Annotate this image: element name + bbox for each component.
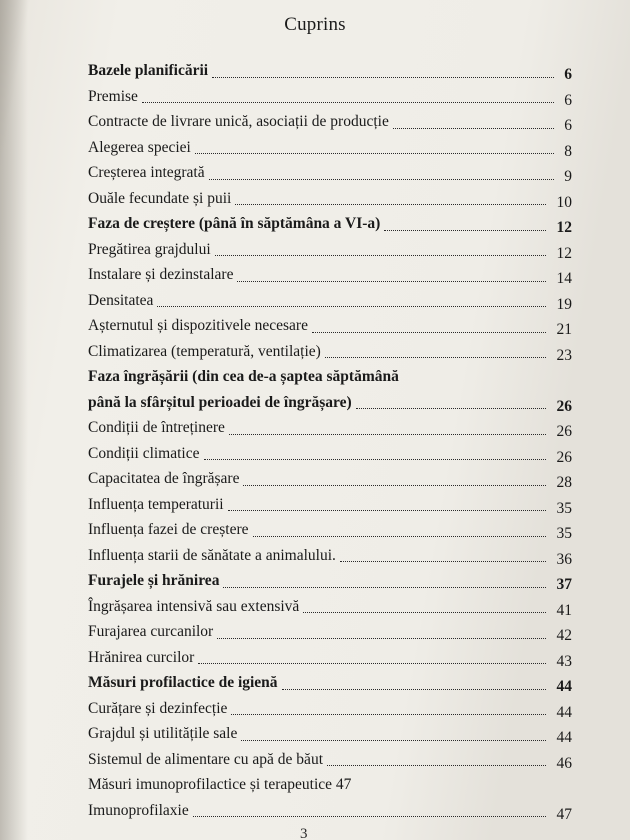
toc-entry-page: 47	[556, 805, 572, 823]
toc-entry	[88, 286, 580, 312]
toc-dot-leader	[195, 153, 554, 154]
toc-entry-title: Climatizarea (temperatură, ventilație)	[88, 342, 321, 360]
toc-dot-leader	[228, 510, 546, 511]
toc-dot-leader	[312, 332, 546, 333]
toc-entry	[88, 515, 580, 541]
toc-entry-page: 44	[556, 678, 572, 695]
toc-entry-title: Faza de creștere (până în săptămâna a VI-a)	[88, 215, 381, 232]
toc-entry-title: Condiții climatice	[88, 444, 200, 462]
toc-entry-title: Influența fazei de creștere	[88, 521, 249, 538]
toc-entry-page: 26	[556, 423, 572, 440]
toc-entry-title: Capacitatea de îngrășare	[88, 470, 240, 487]
toc-entry-title: Imunoprofilaxie	[88, 801, 189, 819]
toc-dot-leader	[209, 179, 554, 180]
toc-entry-page: 6	[564, 117, 572, 134]
toc-dot-leader	[229, 434, 546, 435]
toc-dot-leader	[243, 485, 546, 486]
toc-entry-page: 23	[556, 346, 572, 364]
toc-entry-page: 44	[556, 703, 572, 721]
toc-entry	[88, 413, 580, 439]
toc-entry-title: Pregătirea grajdului	[88, 240, 211, 258]
toc-dot-leader	[157, 306, 546, 307]
toc-dot-leader	[282, 689, 546, 690]
toc-dot-leader	[303, 612, 546, 613]
page-title: Cuprins	[284, 14, 346, 35]
toc-entry-page: 21	[556, 321, 572, 338]
toc-entry	[88, 337, 580, 363]
toc-entry	[88, 643, 580, 669]
toc-entry-page: 36	[556, 550, 572, 568]
toc-entry-page: 41	[556, 601, 572, 619]
toc-entry	[88, 260, 580, 286]
toc-entry-title: Măsuri imunoprofilactice și terapeutice 47	[88, 776, 352, 793]
toc-entry-page: 28	[556, 474, 572, 491]
toc-entry	[88, 311, 580, 337]
toc-entry-title: Bazele planificării	[88, 62, 209, 79]
toc-dot-leader	[217, 638, 546, 639]
toc-entry-title: Îngrășarea intensivă sau extensivă	[88, 597, 300, 615]
toc-entry-title: Creșterea integrată	[88, 164, 205, 181]
toc-entry-title: Influența temperaturii	[88, 495, 224, 513]
toc-entry-page: 8	[564, 142, 572, 160]
toc-entry-title: până la sfârșitul perioadei de îngrășare)	[88, 393, 352, 411]
toc-entry	[88, 107, 580, 133]
toc-dot-leader	[204, 459, 546, 460]
toc-entry-page: 35	[556, 499, 572, 517]
toc-entry-title: Ouăle fecundate și puii	[88, 189, 232, 207]
page-number: 3	[300, 826, 308, 840]
toc-entry-page: 6	[564, 91, 572, 109]
toc-entry	[88, 541, 580, 567]
toc-dot-leader	[215, 255, 546, 256]
toc-dot-leader	[231, 714, 546, 715]
toc-dot-leader	[235, 204, 546, 205]
toc-entry-title: Densitatea	[88, 291, 154, 309]
toc-entry-page: 35	[556, 525, 572, 542]
toc-entry	[88, 362, 580, 388]
toc-entry-title: Instalare și dezinstalare	[88, 266, 234, 283]
toc-entry-title: Furajarea curcanilor	[88, 623, 214, 640]
toc-entry-title: Așternutul și dispozitivele necesare	[88, 317, 308, 334]
toc-entry-page: 46	[556, 754, 572, 772]
toc-entry-title: Curățare și dezinfecție	[88, 699, 228, 717]
toc-entry-page: 19	[556, 295, 572, 313]
toc-entry-page: 6	[564, 66, 572, 83]
toc-entry	[88, 490, 580, 516]
toc-entry	[88, 668, 580, 694]
toc-entry-title: Alegerea speciei	[88, 138, 191, 156]
toc-dot-leader	[212, 77, 554, 78]
toc-entry-page: 43	[556, 652, 572, 670]
toc-entry	[88, 184, 580, 210]
toc-dot-leader	[327, 765, 546, 766]
table-of-contents	[88, 56, 580, 821]
toc-entry-title: Măsuri profilactice de igienă	[88, 674, 278, 691]
toc-entry-page: 14	[556, 270, 572, 287]
toc-entry	[88, 796, 580, 822]
toc-entry	[88, 770, 580, 796]
toc-entry	[88, 133, 580, 159]
toc-entry-page: 26	[556, 397, 572, 415]
toc-dot-leader	[325, 357, 546, 358]
toc-entry	[88, 592, 580, 618]
toc-entry	[88, 566, 580, 592]
toc-entry-title: Faza îngrășării (din cea de-a șaptea săptămână	[88, 368, 399, 385]
toc-dot-leader	[142, 102, 554, 103]
toc-dot-leader	[223, 587, 546, 588]
toc-entry-page: 37	[556, 576, 572, 593]
toc-entry	[88, 745, 580, 771]
toc-dot-leader	[237, 281, 546, 282]
toc-entry-title: Contracte de livrare unică, asociații de producție	[88, 113, 389, 130]
toc-entry-title: Premise	[88, 87, 138, 105]
toc-entry-page: 26	[556, 448, 572, 466]
toc-entry	[88, 719, 580, 745]
toc-dot-leader	[193, 816, 546, 817]
toc-dot-leader	[253, 536, 546, 537]
toc-entry-title: Furajele și hrănirea	[88, 572, 220, 589]
toc-entry-page: 42	[556, 627, 572, 644]
toc-entry	[88, 158, 580, 184]
toc-entry	[88, 439, 580, 465]
toc-entry	[88, 388, 580, 414]
toc-entry-page: 9	[564, 168, 572, 185]
toc-entry	[88, 617, 580, 643]
toc-entry-page: 12	[556, 219, 572, 236]
toc-entry-page: 10	[556, 193, 572, 211]
toc-entry	[88, 694, 580, 720]
toc-entry	[88, 464, 580, 490]
page-gutter-shadow	[0, 0, 28, 840]
toc-entry	[88, 56, 580, 82]
toc-dot-leader	[384, 230, 546, 231]
toc-entry-title: Hrănirea curcilor	[88, 648, 195, 666]
toc-dot-leader	[340, 561, 546, 562]
toc-dot-leader	[198, 663, 546, 664]
toc-dot-leader	[241, 740, 546, 741]
toc-dot-leader	[393, 128, 554, 129]
toc-entry-title: Sistemul de alimentare cu apă de băut	[88, 750, 323, 768]
toc-entry-title: Condiții de întreținere	[88, 419, 225, 436]
toc-entry-title: Influența starii de sănătate a animalului.	[88, 546, 336, 564]
toc-dot-leader	[356, 408, 546, 409]
toc-entry	[88, 235, 580, 261]
toc-entry-page: 44	[556, 729, 572, 746]
toc-entry	[88, 82, 580, 108]
toc-entry-title: Grajdul și utilitățile sale	[88, 725, 238, 742]
toc-entry-page: 12	[556, 244, 572, 262]
toc-entry	[88, 209, 580, 235]
